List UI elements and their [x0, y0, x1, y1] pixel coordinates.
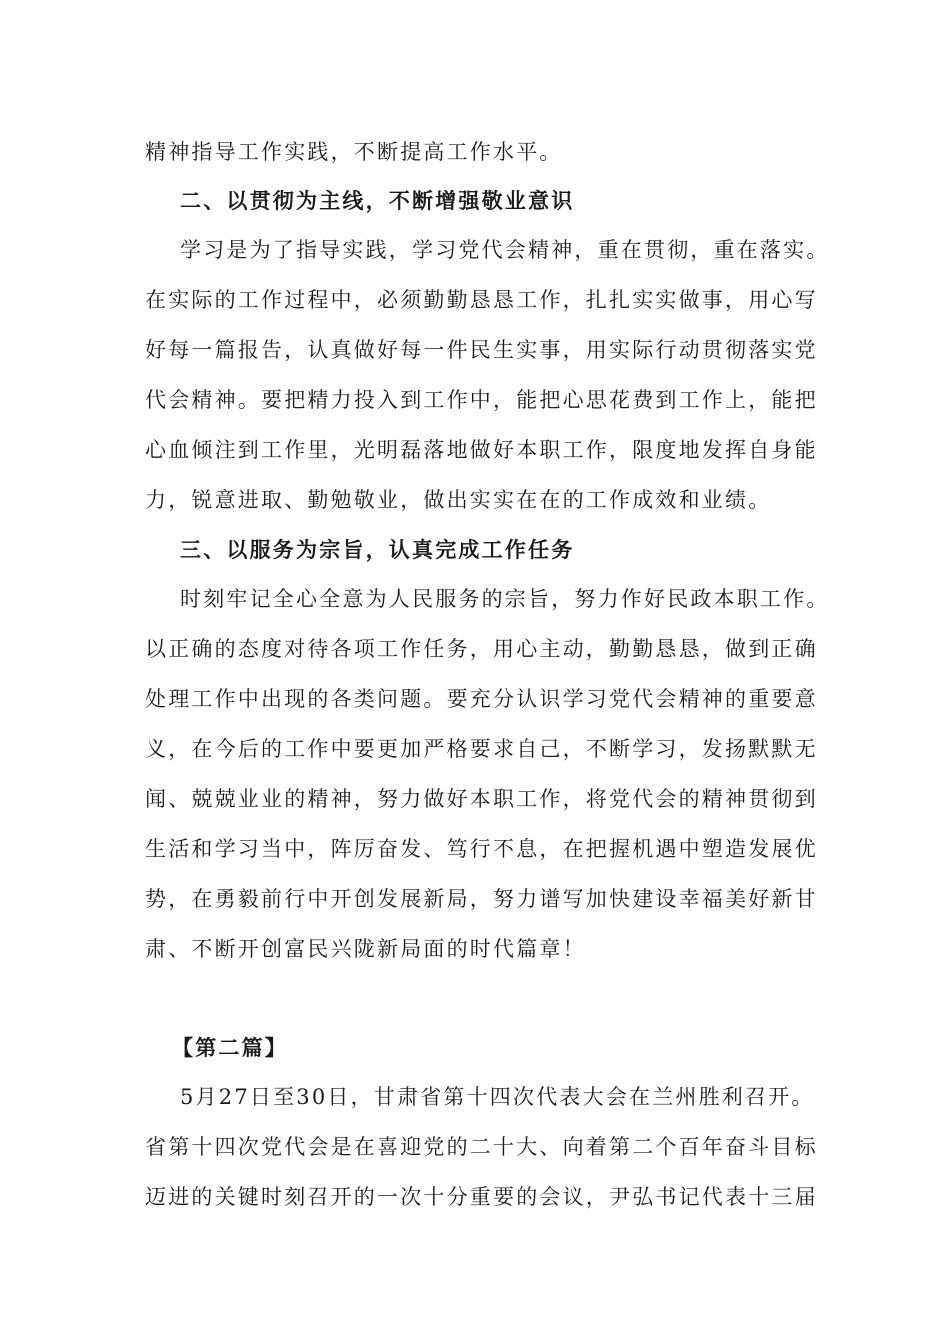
paragraph-line: 生活和学习当中，阵厉奋发、笃行不息，在把握机遇中塑造发展优 [145, 837, 818, 861]
paragraph-line: 好每一篇报告，认真做好每一件民生实事，用实际行动贯彻落实党 [145, 338, 818, 362]
paragraph-line: 5月27日至30日，甘肃省第十四次代表大会在兰州胜利召开。 [180, 1085, 815, 1109]
paragraph-line: 省第十四次党代会是在喜迎党的二十大、向着第二个百年奋斗目标 [145, 1135, 818, 1159]
paragraph-line: 肃、不断开创富民兴陇新局面的时代篇章！ [145, 937, 586, 961]
section-heading-3: 三、以服务为宗旨，认真完成工作任务 [180, 537, 575, 562]
paragraph-line: 力，锐意进取、勤勉敬业，做出实实在在的工作成效和业绩。 [145, 488, 772, 512]
paragraph-line: 在实际的工作过程中，必须勤勤恳恳工作，扎扎实实做事，用心写 [145, 288, 818, 312]
paragraph-line: 代会精神。要把精力投入到工作中，能把心思花费到工作上，能把 [145, 388, 818, 412]
paragraph-line: 闻、兢兢业业的精神，努力做好本职工作，将党代会的精神贯彻到 [145, 787, 818, 811]
paragraph-line: 以正确的态度对待各项工作任务，用心主动，勤勤恳恳，做到正确 [145, 637, 818, 661]
section-heading-2: 二、以贯彻为主线，不断增强敬业意识 [180, 188, 575, 213]
article-heading: 【第二篇】 [172, 1035, 288, 1060]
paragraph-line: 处理工作中出现的各类问题。要充分认识学习党代会精神的重要意 [145, 687, 818, 711]
paragraph-line: 心血倾注到工作里，光明磊落地做好本职工作，限度地发挥自身能 [145, 438, 818, 462]
paragraph-line: 学习是为了指导实践，学习党代会精神，重在贯彻，重在落实。 [180, 238, 830, 262]
paragraph-line: 义，在今后的工作中要更加严格要求自己，不断学习，发扬默默无 [145, 737, 818, 761]
paragraph-line: 时刻牢记全心全意为人民服务的宗旨，努力作好民政本职工作。 [180, 587, 830, 611]
paragraph-line: 精神指导工作实践，不断提高工作水平。 [145, 140, 563, 164]
paragraph-line: 势，在勇毅前行中开创发展新局，努力谱写加快建设幸福美好新甘 [145, 887, 818, 911]
paragraph-line: 迈进的关键时刻召开的一次十分重要的会议，尹弘书记代表十三届 [145, 1185, 818, 1209]
